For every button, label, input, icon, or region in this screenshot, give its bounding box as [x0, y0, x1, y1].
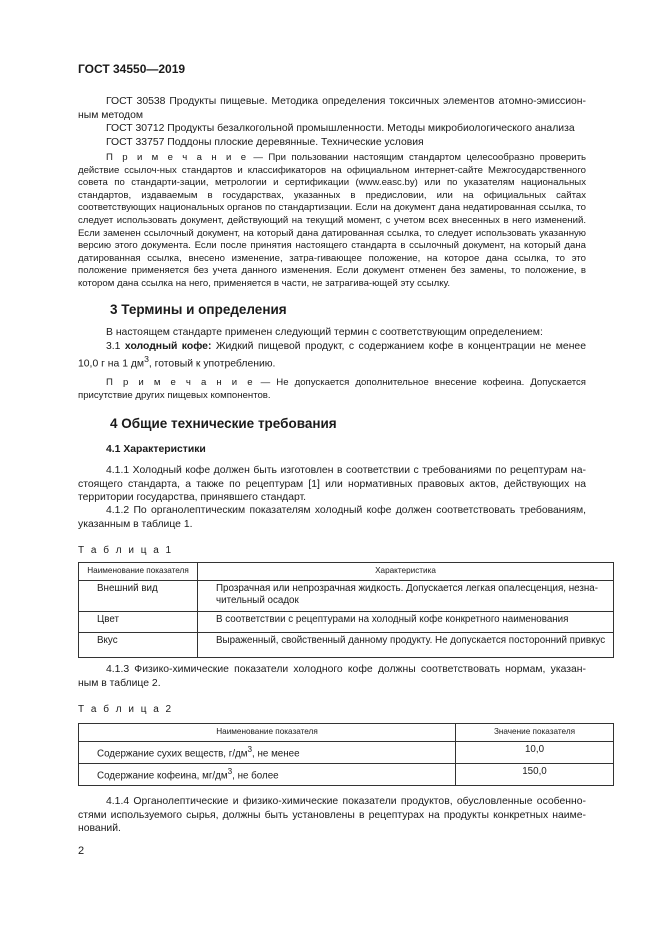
indicator-name: Содержание сухих веществ, г/дм [97, 748, 248, 760]
table-header-cell: Значение показателя [456, 724, 614, 742]
table-row [79, 633, 614, 658]
superscript: 3 [227, 767, 233, 776]
subsection-4-1-title: 4.1 Характеристики [106, 444, 206, 455]
table-header-cell: Наименование показателя [79, 563, 198, 581]
term-definition [78, 340, 586, 372]
note-references [78, 152, 586, 291]
table-cell: 150,0 [456, 764, 614, 786]
term-number: 3.1 [106, 340, 125, 352]
note-term [78, 377, 586, 402]
indicator-name: Содержание кофеина, мг/дм [97, 770, 228, 782]
table-2 [78, 723, 614, 786]
note-text: — Не допускается дополнительное внесение кофеина. Допускается присутствие других пищевых компонентов. [78, 377, 586, 401]
table-cell: В соответствии с рецептурами на холодный кофе конкретного наименования [198, 612, 614, 633]
table-1-caption: Т а б л и ц а 1 [78, 545, 174, 556]
table-cell: Цвет [79, 612, 198, 633]
table-header-cell: Наименование показателя [79, 724, 456, 742]
section-3-intro: В настоящем стандарте применен следующий термин с соответствующим определением: [106, 327, 543, 338]
superscript: 3 [247, 745, 253, 754]
table-row [79, 612, 614, 633]
table-row [79, 742, 614, 764]
table-cell: Вкус [79, 633, 198, 658]
table-header-row [79, 724, 614, 742]
indicator-limit: , не более [232, 770, 279, 782]
table-cell: 10,0 [456, 742, 614, 764]
table-cell: Выраженный, свойственный данному продукту. Не допускается посторонний привкус [198, 633, 614, 658]
table-cell [79, 742, 456, 764]
table-row [79, 581, 614, 612]
note-label: П р и м е ч а н и е [106, 377, 255, 388]
paragraph-4-1-2: 4.1.2 По органолептическим показателям холодный кофе должен соответствовать требованиям, указанным в таблице 1. [78, 505, 586, 530]
term-name: холодный кофе: [124, 340, 212, 352]
term-definition-text: Жидкий пищевой продукт, с содержанием кофе в концентрации не менее 10,0 г на 1 дм [78, 340, 586, 370]
indicator-limit: , не менее [252, 748, 300, 760]
table-cell: Прозрачная или непрозрачная жидкость. Допускается легкая опалесценция, незна-чительный осадок [198, 581, 614, 612]
section-3-body [78, 326, 586, 371]
note-text: — При пользовании настоящим стандартом целесообразно проверить действие ссылоч-ных стандартов и классификаторов на официальном интернет-сайте Межгосударственного совета по стандарти-зации, метрологии и сертификации (www.easc.by) или по указателям национальных стандартов, издаваемым в государствах, указанных в предисловии, или на официальных сайтах соответствующих национальных органов по стандартизации. Если на документ дана недатированная ссылка, то следует использовать документ, действующий на текущий момент, с учетом всех внесенных в него изменений. Если заменен ссылочный документ, на который дана датированная ссылка, то следует использовать указанную версию этого документа. Если после принятия настоящего стандарта в ссылочный документ, на который дана датированная ссылка, внесено изменение, затра-гивающее положение, на которое дана ссылка, то это положение применяется без учета данного изменения. Если документ отменен без замены, то положение, в котором дана ссылка на него, применяется в части, не затрагива-ющей эту ссылку. [78, 152, 586, 289]
table-cell [79, 764, 456, 786]
table-cell: Внешний вид [79, 581, 198, 612]
paragraph-4-1-1: 4.1.1 Холодный кофе должен быть изготовлен в соответствии с требованиями по рецептурам на-стоящего стандарта, а также по рецептурам [1] или нормативных правовых актов, действующих на территории государства, принявшего стандарт. [78, 465, 586, 504]
table-1 [78, 562, 614, 658]
reference-item: ГОСТ 33757 Поддоны плоские деревянные. Технические условия [106, 136, 424, 148]
section-3-title: 3 Термины и определения [110, 302, 287, 317]
table-header-cell: Характеристика [198, 563, 614, 581]
section-4-title: 4 Общие технические требования [110, 416, 337, 431]
table-header-row [79, 563, 614, 581]
reference-item: ГОСТ 30538 Продукты пищевые. Методика определения токсичных элементов атомно-эмиссион-ным методом [78, 96, 586, 121]
reference-item: ГОСТ 30712 Продукты безалкогольной промышленности. Методы микробиологического анализа [106, 123, 575, 135]
term-definition-end: , готовый к употреблению. [148, 358, 276, 370]
reference-list [78, 95, 586, 149]
document-header: ГОСТ 34550—2019 [78, 62, 186, 76]
note-label: П р и м е ч а н и е [106, 152, 249, 163]
table-row [79, 764, 614, 786]
table-2-caption: Т а б л и ц а 2 [78, 704, 174, 715]
paragraph-4-1-4: 4.1.4 Органолептические и физико-химические показатели продуктов, обусловленные особенно-стями используемого сырья, должны быть установлены в рецептурах на продукты конкретных наиме-нований. [78, 796, 586, 835]
paragraph-4-1-3: 4.1.3 Физико-химические показатели холодного кофе должны соответствовать нормам, указан-ным в таблице 2. [78, 664, 586, 689]
page-number: 2 [78, 845, 85, 857]
superscript: 3 [144, 354, 149, 365]
